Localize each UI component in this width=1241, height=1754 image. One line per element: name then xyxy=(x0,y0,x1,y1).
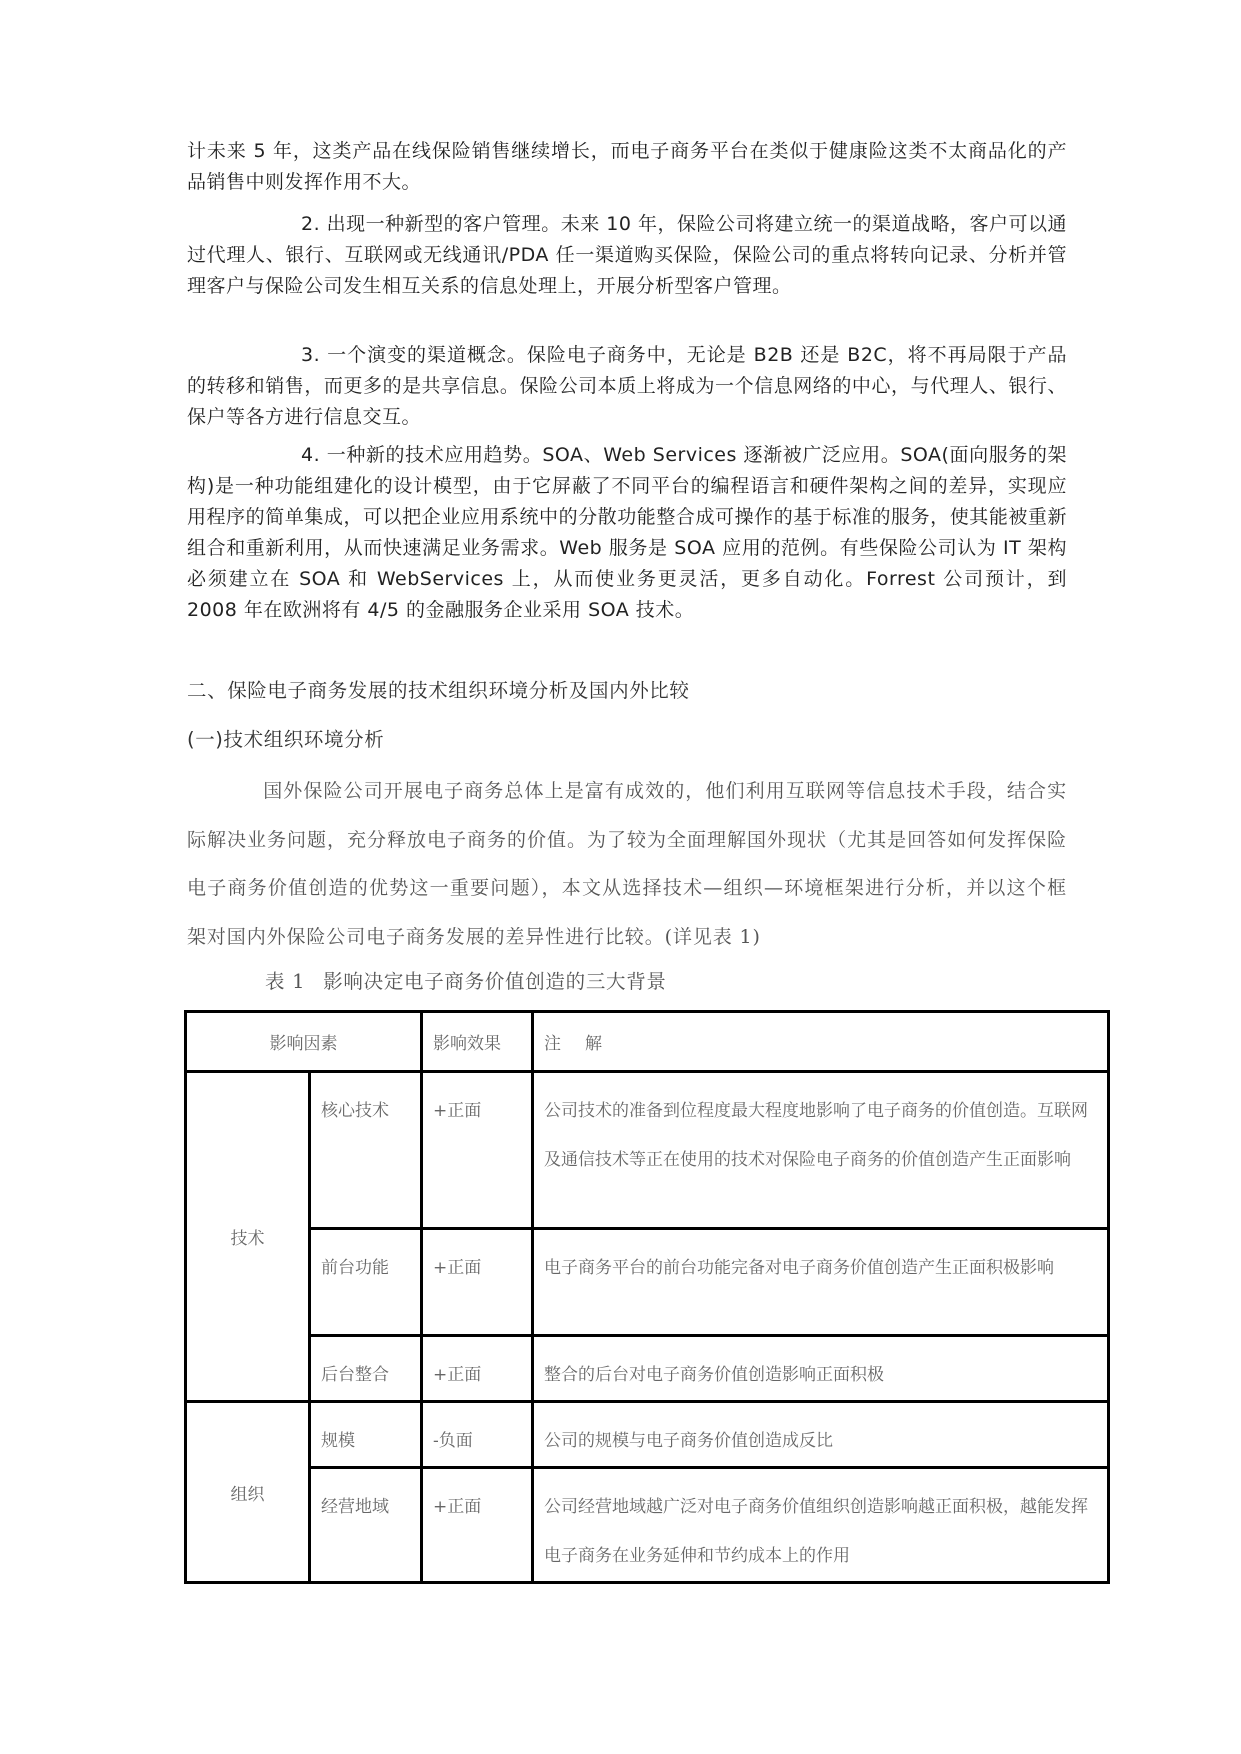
header-note: 注 解 xyxy=(533,1012,1109,1072)
note-cell: 公司经营地域越广泛对电子商务价值组织创造影响越正面积极，越能发挥电子商务在业务延伸和节约成本上的作用 xyxy=(533,1468,1109,1583)
effect-cell: +正面 xyxy=(422,1336,533,1402)
effect-cell: -负面 xyxy=(422,1402,533,1468)
note-cell: 公司技术的准备到位程度最大程度地影响了电子商务的价值创造。互联网及通信技术等正在使用的技术对保险电子商务的价值创造产生正面影响 xyxy=(533,1072,1109,1229)
paragraph-text: 国外保险公司开展电子商务总体上是富有成效的，他们利用互联网等信息技术手段，结合实际解决业务问题，充分释放电子商务的价值。为了较为全面理解国外现状（尤其是回答如何发挥保险电子商务价值创造的优势这一重要问题），本文从选择技术—组织—环境框架进行分析，并以这个框架对国内外保险公司电子商务发展的差异性进行比较。(详见表 1) xyxy=(187,780,1067,948)
note-cell: 电子商务平台的前台功能完备对电子商务价值创造产生正面积极影响 xyxy=(533,1229,1109,1336)
table-header-row xyxy=(186,1012,1109,1072)
paragraph-continuation xyxy=(187,136,1067,198)
list-item-text: 4. 一种新的技术应用趋势。SOA、Web Services 逐渐被广泛应用。SOA(面向服务的架构)是一种功能组建化的设计模型，由于它屏蔽了不同平台的编程语言和硬件架构之间的差异，实现应用程序的简单集成，可以把企业应用系统中的分散功能整合成可操作的基于标准的服务，使其能被重新组合和重新利用，从而快速满足业务需求。Web 服务是 SOA 应用的范例。有些保险公司认为 IT 架构必须建立在 SOA 和 WebServices 上，从而使业务更灵活，更多自动化。Forrest 公司预计，到 2008 年在欧洲将有 4/5 的金融服务企业采用 SOA 技术。 xyxy=(187,444,1067,621)
table-title: 影响决定电子商务价值创造的三大背景 xyxy=(323,970,667,993)
effect-cell: +正面 xyxy=(422,1072,533,1229)
list-item-4 xyxy=(187,440,1067,626)
table-row xyxy=(186,1336,1109,1402)
group-cell-technology: 技术 xyxy=(186,1072,310,1402)
group-cell-organization: 组织 xyxy=(186,1402,310,1583)
note-cell: 整合的后台对电子商务价值创造影响正面积极 xyxy=(533,1336,1109,1402)
factor-cell: 前台功能 xyxy=(310,1229,422,1336)
paragraph-text: 计未来 5 年，这类产品在线保险销售继续增长，而电子商务平台在类似于健康险这类不太商品化的产品销售中则发挥作用不大。 xyxy=(187,140,1067,193)
table-row xyxy=(186,1468,1109,1583)
subsection-heading: (一)技术组织环境分析 xyxy=(187,728,385,751)
factor-cell: 后台整合 xyxy=(310,1336,422,1402)
table-caption xyxy=(265,966,667,994)
effect-cell: +正面 xyxy=(422,1468,533,1583)
list-item-2 xyxy=(187,209,1067,302)
note-cell: 公司的规模与电子商务价值创造成反比 xyxy=(533,1402,1109,1468)
effect-cell: +正面 xyxy=(422,1229,533,1336)
section-heading: 二、保险电子商务发展的技术组织环境分析及国内外比较 xyxy=(187,679,690,702)
factor-cell: 核心技术 xyxy=(310,1072,422,1229)
list-item-text: 2. 出现一种新型的客户管理。未来 10 年，保险公司将建立统一的渠道战略，客户可以通过代理人、银行、互联网或无线通讯/PDA 任一渠道购买保险，保险公司的重点将转向记录、分析并管理客户与保险公司发生相互关系的信息处理上，开展分析型客户管理。 xyxy=(187,213,1067,297)
factor-cell: 经营地域 xyxy=(310,1468,422,1583)
table-row xyxy=(186,1072,1109,1229)
header-effect: 影响效果 xyxy=(422,1012,533,1072)
table-row xyxy=(186,1229,1109,1336)
list-item-text: 3. 一个演变的渠道概念。保险电子商务中，无论是 B2B 还是 B2C，将不再局限于产品的转移和销售，而更多的是共享信息。保险公司本质上将成为一个信息网络的中心，与代理人、银行、保户等各方进行信息交互。 xyxy=(187,344,1067,428)
table-number: 表 1 xyxy=(265,970,306,993)
analysis-paragraph xyxy=(187,767,1067,961)
impact-factors-table xyxy=(184,1010,1110,1584)
factor-cell: 规模 xyxy=(310,1402,422,1468)
header-factor: 影响因素 xyxy=(186,1012,422,1072)
list-item-3 xyxy=(187,340,1067,433)
table-row xyxy=(186,1402,1109,1468)
